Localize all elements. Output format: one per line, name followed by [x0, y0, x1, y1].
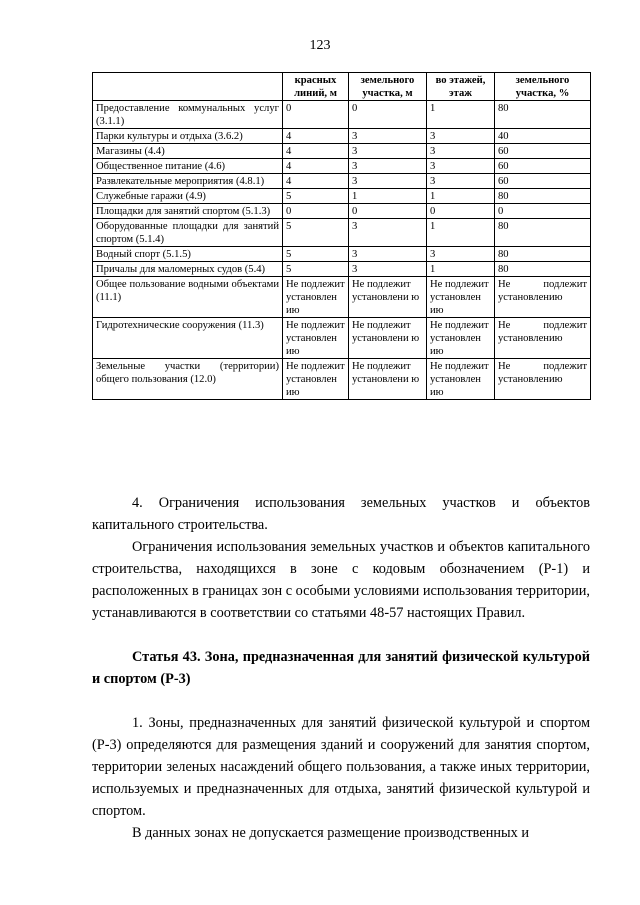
value-cell: 3	[349, 247, 427, 262]
value-cell: 0	[283, 101, 349, 129]
row-label-cell: Общественное питание (4.6)	[93, 159, 283, 174]
table-row	[93, 247, 591, 262]
row-label-cell: Оборудованные площадки для занятий спортом (5.1.4)	[93, 219, 283, 247]
regulations-table	[92, 72, 591, 400]
header-cell: красных линий, м	[283, 73, 349, 101]
value-cell: 1	[349, 189, 427, 204]
table-row	[93, 359, 591, 400]
value-cell: 3	[427, 174, 495, 189]
value-cell: Не подлежит установлен ию	[427, 277, 495, 318]
header-cell: во этажей, этаж	[427, 73, 495, 101]
row-label-cell: Магазины (4.4)	[93, 144, 283, 159]
value-cell: 80	[495, 262, 591, 277]
table-header-row	[93, 73, 591, 101]
value-cell: 80	[495, 189, 591, 204]
value-cell: 80	[495, 219, 591, 247]
row-label-cell: Предоставление коммунальных услуг (3.1.1)	[93, 101, 283, 129]
value-cell: 4	[283, 159, 349, 174]
value-cell: Не подлежит установлен ию	[283, 318, 349, 359]
value-cell: 1	[427, 101, 495, 129]
paragraph-restrictions-body: Ограничения использования земельных участков и объектов капитального строительства, находящихся в зоне с кодовым обозначением (Р-1) и расположенных в границах зон с особыми условиями использования территории, устанавливаются в соответствии со статьями 48-57 настоящих Правил.	[92, 539, 590, 621]
value-cell: 3	[349, 262, 427, 277]
value-cell: 1	[427, 189, 495, 204]
value-cell: 3	[427, 144, 495, 159]
value-cell: 3	[349, 219, 427, 247]
value-cell: 5	[283, 262, 349, 277]
row-label-cell: Парки культуры и отдыха (3.6.2)	[93, 129, 283, 144]
header-cell	[93, 73, 283, 101]
value-cell: 1	[427, 219, 495, 247]
value-cell: Не подлежит установлени ю	[349, 277, 427, 318]
table-row	[93, 204, 591, 219]
value-cell: Не подлежит установлению	[495, 277, 591, 318]
row-label-cell: Водный спорт (5.1.5)	[93, 247, 283, 262]
table-row	[93, 101, 591, 129]
row-label-cell: Гидротехнические сооружения (11.3)	[93, 318, 283, 359]
value-cell: 3	[349, 144, 427, 159]
table-row	[93, 219, 591, 247]
value-cell: 4	[283, 144, 349, 159]
value-cell: 60	[495, 159, 591, 174]
value-cell: Не подлежит установлен ию	[427, 359, 495, 400]
value-cell: 0	[427, 204, 495, 219]
value-cell: 3	[349, 174, 427, 189]
table-row	[93, 129, 591, 144]
value-cell: Не подлежит установлен ию	[283, 359, 349, 400]
table-row	[93, 277, 591, 318]
paragraph-zone-restrictions: В данных зонах не допускается размещение производственных и	[132, 825, 529, 841]
value-cell: 3	[349, 129, 427, 144]
value-cell: 1	[427, 262, 495, 277]
value-cell: 0	[349, 204, 427, 219]
row-label-cell: Земельные участки (территории) общего пользования (12.0)	[93, 359, 283, 400]
value-cell: Не подлежит установлению	[495, 318, 591, 359]
header-cell: земельного участка, %	[495, 73, 591, 101]
table-row	[93, 262, 591, 277]
row-label-cell: Причалы для маломерных судов (5.4)	[93, 262, 283, 277]
value-cell: 0	[495, 204, 591, 219]
value-cell: 3	[427, 129, 495, 144]
value-cell: Не подлежит установлен ию	[427, 318, 495, 359]
table-row	[93, 174, 591, 189]
row-label-cell: Площадки для занятий спортом (5.1.3)	[93, 204, 283, 219]
value-cell: Не подлежит установлени ю	[349, 318, 427, 359]
table-row	[93, 159, 591, 174]
page-number: 123	[309, 38, 331, 53]
value-cell: 0	[349, 101, 427, 129]
value-cell: 4	[283, 129, 349, 144]
value-cell: 80	[495, 101, 591, 129]
table-row	[93, 189, 591, 204]
value-cell: Не подлежит установлению	[495, 359, 591, 400]
row-label-cell: Развлекательные мероприятия (4.8.1)	[93, 174, 283, 189]
value-cell: 60	[495, 174, 591, 189]
value-cell: 4	[283, 174, 349, 189]
value-cell: 3	[349, 159, 427, 174]
main-text	[92, 492, 590, 844]
article-heading: Статья 43. Зона, предназначенная для занятий физической культурой и спортом (Р-3)	[92, 649, 590, 687]
value-cell: Не подлежит установлен ию	[283, 277, 349, 318]
paragraph-restrictions-title: 4. Ограничения использования земельных участков и объектов капитального строительства.	[92, 495, 590, 533]
header-cell: земельного участка, м	[349, 73, 427, 101]
value-cell: 5	[283, 219, 349, 247]
value-cell: 80	[495, 247, 591, 262]
value-cell: 0	[283, 204, 349, 219]
row-label-cell: Служебные гаражи (4.9)	[93, 189, 283, 204]
value-cell: 5	[283, 189, 349, 204]
table-body	[93, 101, 591, 400]
table-row	[93, 144, 591, 159]
value-cell: Не подлежит установлени ю	[349, 359, 427, 400]
table-row	[93, 318, 591, 359]
paragraph-zone-definition: 1. Зоны, предназначенных для занятий физической культурой и спортом (Р-3) определяются для размещения зданий и сооружений для занятия спортом, территории зеленых насаждений общего пользования, а также иных территории, используемых и предназначенных для отдыха, занятий физической культурой и спортом.	[92, 715, 590, 819]
value-cell: 3	[427, 247, 495, 262]
value-cell: 3	[427, 159, 495, 174]
value-cell: 40	[495, 129, 591, 144]
value-cell: 60	[495, 144, 591, 159]
value-cell: 5	[283, 247, 349, 262]
row-label-cell: Общее пользование водными объектами (11.1)	[93, 277, 283, 318]
